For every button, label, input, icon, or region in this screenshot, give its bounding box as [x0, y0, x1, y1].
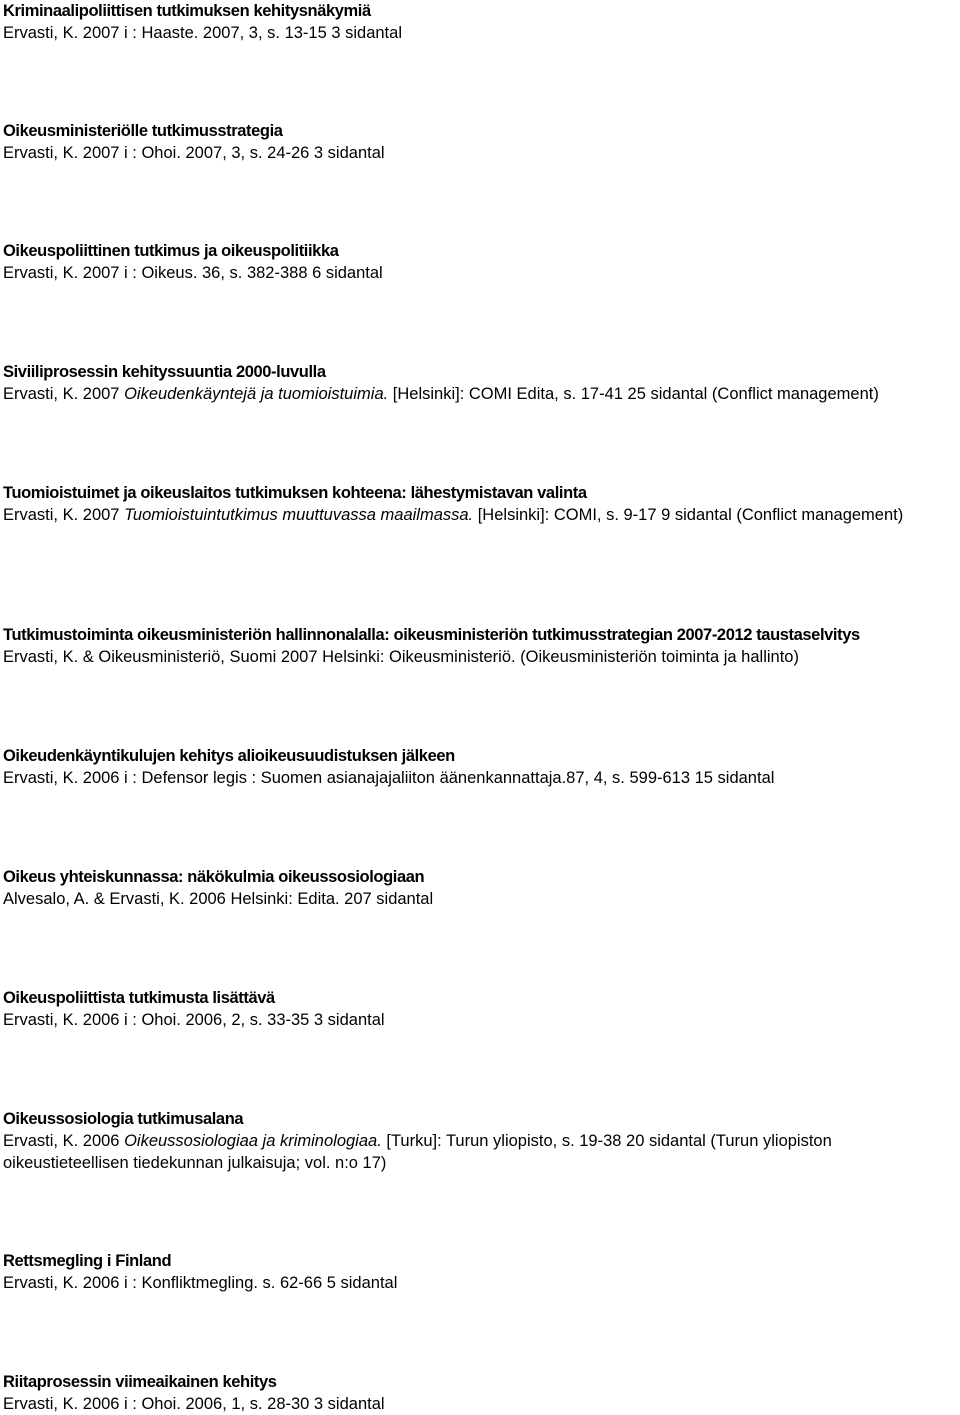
citation-text: Ervasti, K. 2007 i : Oikeus. 36, s. 382-388 6 sidantal	[3, 264, 383, 282]
publication-entry-5	[3, 482, 955, 526]
publication-title[interactable]: Oikeusministeriölle tutkimusstrategia	[3, 122, 283, 140]
citation-book-title: Oikeudenkäyntejä ja tuomioistuimia.	[124, 385, 389, 403]
citation-details: [Turku]: Turun yliopisto, s. 19-38 20 sidantal (Turun yliopiston oikeustieteellisen tiedekunnan julkaisuja; vol. n:o 17)	[3, 1132, 832, 1172]
citation-text: Ervasti, K. 2006 i : Konfliktmegling. s. 62-66 5 sidantal	[3, 1274, 398, 1292]
publication-entry-12	[3, 1371, 955, 1415]
publication-title[interactable]: Tuomioistuimet ja oikeuslaitos tutkimuksen kohteena: lähestymistavan valinta	[3, 484, 587, 502]
citation-text: Ervasti, K. 2007	[3, 385, 125, 403]
publication-entry-1	[3, 0, 955, 44]
publication-title[interactable]: Oikeussosiologia tutkimusalana	[3, 1110, 244, 1128]
publication-citation	[3, 1393, 955, 1415]
citation-text: Ervasti, K. 2007 i : Ohoi. 2007, 3, s. 24-26 3 sidantal	[3, 144, 385, 162]
publication-title[interactable]: Oikeudenkäyntikulujen kehitys alioikeusuudistuksen jälkeen	[3, 747, 455, 765]
publication-citation	[3, 1009, 955, 1031]
citation-text: Ervasti, K. & Oikeusministeriö, Suomi 2007 Helsinki: Oikeusministeriö. (Oikeusministeriön toiminta ja hallinto)	[3, 648, 799, 666]
publication-entry-3	[3, 240, 955, 284]
publication-citation	[3, 767, 955, 789]
publication-entry-11	[3, 1250, 955, 1294]
publication-title[interactable]: Rettsmegling i Finland	[3, 1252, 172, 1270]
publication-title[interactable]: Oikeuspoliittista tutkimusta lisättävä	[3, 989, 275, 1007]
citation-details: [Helsinki]: COMI, s. 9-17 9 sidantal (Conflict management)	[473, 506, 904, 524]
citation-text: Ervasti, K. 2006 i : Ohoi. 2006, 2, s. 33-35 3 sidantal	[3, 1011, 385, 1029]
citation-book-title: Tuomioistuintutkimus muuttuvassa maailmassa.	[124, 506, 474, 524]
citation-text: Ervasti, K. 2006 i : Defensor legis : Suomen asianajajaliiton äänenkannattaja.87, 4, s. 599-613 15 sidantal	[3, 769, 775, 787]
citation-text: Ervasti, K. 2007	[3, 506, 125, 524]
publication-title[interactable]: Oikeus yhteiskunnassa: näkökulmia oikeussosiologiaan	[3, 868, 425, 886]
publication-entry-9	[3, 987, 955, 1031]
publication-entry-4	[3, 361, 955, 405]
publication-title[interactable]: Kriminaalipoliittisen tutkimuksen kehitysnäkymiä	[3, 2, 371, 20]
publication-entry-8	[3, 866, 955, 910]
publication-citation	[3, 888, 955, 910]
citation-text: Alvesalo, A. & Ervasti, K. 2006 Helsinki: Edita. 207 sidantal	[3, 890, 434, 908]
publication-title[interactable]: Riitaprosessin viimeaikainen kehitys	[3, 1373, 277, 1391]
publication-citation	[3, 262, 955, 284]
publication-entry-7	[3, 745, 955, 789]
publication-citation	[3, 22, 955, 44]
citation-text: Ervasti, K. 2006	[3, 1132, 125, 1150]
publication-entry-6	[3, 624, 955, 668]
citation-book-title: Oikeussosiologiaa ja kriminologiaa.	[124, 1132, 382, 1150]
publication-title[interactable]: Oikeuspoliittinen tutkimus ja oikeuspolitiikka	[3, 242, 339, 260]
publication-title[interactable]: Siviiliprosessin kehityssuuntia 2000-luvulla	[3, 363, 326, 381]
citation-text: Ervasti, K. 2006 i : Ohoi. 2006, 1, s. 28-30 3 sidantal	[3, 1395, 385, 1413]
publication-citation	[3, 1130, 955, 1174]
citation-text: Ervasti, K. 2007 i : Haaste. 2007, 3, s. 13-15 3 sidantal	[3, 24, 402, 42]
publication-citation	[3, 646, 955, 668]
publication-citation	[3, 1272, 955, 1294]
publication-citation	[3, 142, 955, 164]
publication-entry-10	[3, 1108, 955, 1174]
publication-title[interactable]: Tutkimustoiminta oikeusministeriön hallinnonalalla: oikeusministeriön tutkimusstrategian 2007-2012 taustaselvitys	[3, 626, 860, 644]
publication-citation	[3, 383, 955, 405]
publication-citation	[3, 504, 955, 526]
publication-entry-2	[3, 120, 955, 164]
citation-details: [Helsinki]: COMI Edita, s. 17-41 25 sidantal (Conflict management)	[388, 385, 879, 403]
